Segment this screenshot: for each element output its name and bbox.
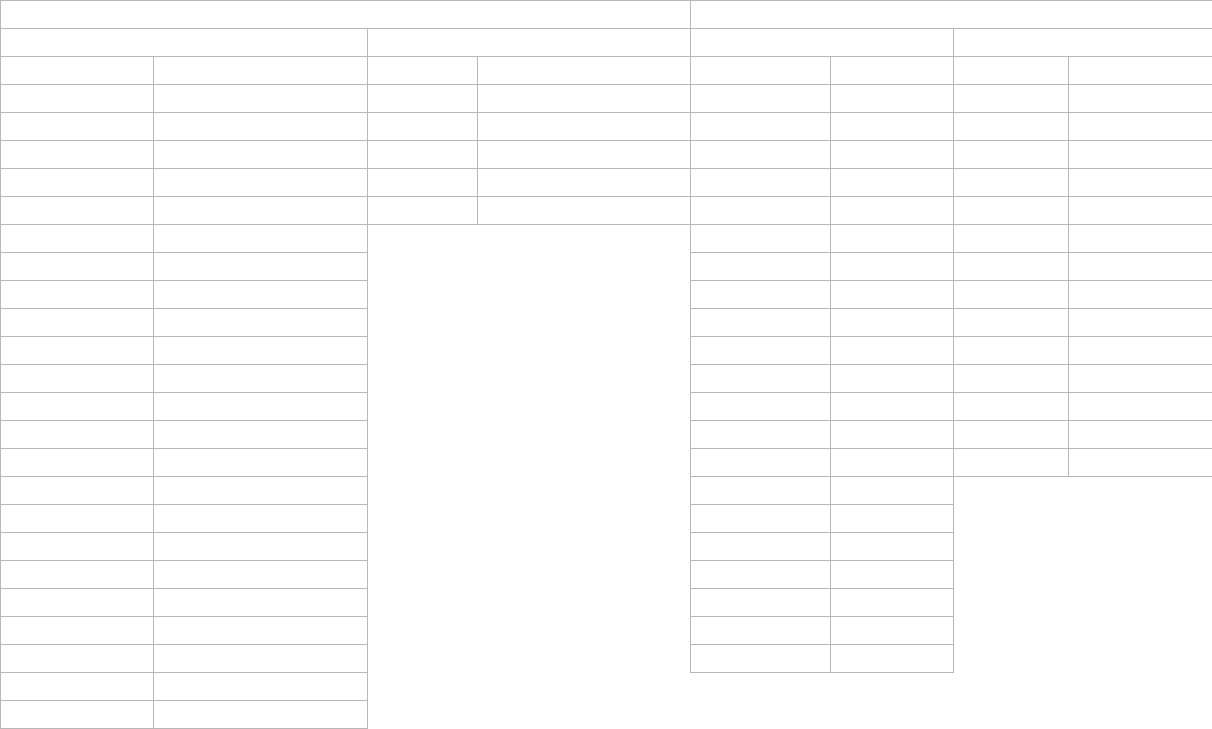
departure-time-wd-taian — [154, 477, 368, 505]
station-name-we-taian — [691, 421, 831, 449]
departure-time-wd-taian — [154, 393, 368, 421]
empty-cell — [368, 561, 478, 589]
departure-time-we-taian — [831, 477, 954, 505]
departure-time-wd-xilihu — [478, 197, 691, 225]
empty-cell — [478, 281, 691, 309]
station-name-we-taian — [691, 477, 831, 505]
station-name-wd-xilihu — [368, 141, 478, 169]
departure-time-wd-taian — [154, 57, 368, 85]
empty-cell — [478, 645, 691, 673]
empty-cell — [1, 701, 154, 729]
station-name-we-taian — [691, 197, 831, 225]
station-name-wd-taian — [1, 533, 154, 561]
departure-time-we-taian — [831, 617, 954, 645]
station-name-we-xilihu — [954, 113, 1069, 141]
departure-time-wd-taian — [154, 365, 368, 393]
empty-cell — [368, 533, 478, 561]
table-row — [1, 113, 1212, 141]
table-row — [1, 309, 1212, 337]
departure-time-we-taian — [831, 85, 954, 113]
empty-cell — [478, 365, 691, 393]
departure-time-wd-taian — [154, 225, 368, 253]
empty-cell — [368, 337, 478, 365]
departure-time-wd-xilihu — [478, 57, 691, 85]
departure-time-we-xilihu — [1069, 281, 1212, 309]
empty-cell — [368, 449, 478, 477]
empty-cell — [478, 505, 691, 533]
station-name-wd-xilihu — [368, 85, 478, 113]
empty-cell — [478, 337, 691, 365]
departure-time-we-taian — [831, 533, 954, 561]
departure-time-we-taian — [831, 253, 954, 281]
departure-time-we-taian — [831, 365, 954, 393]
empty-cell — [831, 701, 954, 729]
departure-time-we-taian — [831, 309, 954, 337]
station-name-we-taian — [691, 141, 831, 169]
table-row — [1, 533, 1212, 561]
empty-cell — [154, 617, 368, 645]
station-name-wd-taian — [1, 169, 154, 197]
table-row — [1, 365, 1212, 393]
departure-time-wd-taian — [154, 561, 368, 589]
departure-time-we-taian — [831, 589, 954, 617]
direction-heading-weekday-xilihu — [368, 29, 691, 57]
station-name-we-taian — [691, 365, 831, 393]
station-name-we-xilihu — [954, 365, 1069, 393]
empty-cell — [478, 589, 691, 617]
station-name-we-xilihu — [954, 57, 1069, 85]
station-name-we-taian — [691, 337, 831, 365]
station-name-wd-taian — [1, 561, 154, 589]
departure-time-we-taian — [831, 645, 954, 673]
station-name-wd-taian — [1, 281, 154, 309]
departure-time-we-taian — [831, 225, 954, 253]
departure-time-we-xilihu — [1069, 141, 1212, 169]
table-row — [1, 449, 1212, 477]
empty-cell — [478, 253, 691, 281]
departure-time-wd-taian — [154, 309, 368, 337]
station-name-wd-taian — [1, 85, 154, 113]
section-title-weekday — [1, 1, 691, 29]
station-name-wd-xilihu — [368, 197, 478, 225]
empty-cell — [691, 673, 831, 701]
direction-header-row — [1, 29, 1212, 57]
empty-cell — [1069, 477, 1212, 505]
table-row — [1, 505, 1212, 533]
station-name-we-taian — [691, 309, 831, 337]
station-name-wd-xilihu — [368, 113, 478, 141]
station-name-we-taian — [691, 589, 831, 617]
title-row — [1, 1, 1212, 29]
station-name-we-xilihu — [954, 253, 1069, 281]
departure-time-we-taian — [831, 449, 954, 477]
empty-cell — [154, 645, 368, 673]
departure-time-we-taian — [831, 281, 954, 309]
direction-heading-weekend-xilihu — [954, 29, 1212, 57]
departure-time-wd-taian — [154, 421, 368, 449]
station-name-wd-taian — [1, 113, 154, 141]
empty-cell — [954, 645, 1069, 673]
station-name-we-xilihu — [954, 169, 1069, 197]
station-name-wd-taian — [1, 421, 154, 449]
empty-cell — [478, 533, 691, 561]
empty-cell — [368, 225, 478, 253]
empty-cell — [478, 225, 691, 253]
station-name-wd-taian — [1, 225, 154, 253]
table-row — [1, 281, 1212, 309]
empty-cell — [368, 701, 478, 729]
station-name-we-taian — [691, 505, 831, 533]
departure-time-we-taian — [831, 113, 954, 141]
empty-cell — [691, 701, 831, 729]
table-row — [1, 225, 1212, 253]
departure-time-we-taian — [831, 141, 954, 169]
empty-cell — [478, 701, 691, 729]
table-row — [1, 197, 1212, 225]
empty-cell — [368, 645, 478, 673]
empty-cell — [368, 421, 478, 449]
station-name-we-xilihu — [954, 197, 1069, 225]
empty-cell — [368, 365, 478, 393]
empty-cell — [1069, 617, 1212, 645]
station-name-wd-taian — [1, 309, 154, 337]
empty-cell — [368, 589, 478, 617]
empty-cell — [954, 673, 1069, 701]
departure-time-wd-taian — [154, 449, 368, 477]
empty-cell — [478, 561, 691, 589]
empty-cell — [1069, 533, 1212, 561]
station-name-we-taian — [691, 393, 831, 421]
empty-cell — [954, 477, 1069, 505]
empty-cell — [478, 617, 691, 645]
station-name-we-taian — [691, 169, 831, 197]
direction-heading-weekday-taian — [1, 29, 368, 57]
station-name-we-taian — [691, 645, 831, 673]
departure-time-we-taian — [831, 197, 954, 225]
table-row — [1, 141, 1212, 169]
table-row — [1, 645, 1212, 673]
station-name-we-taian — [691, 113, 831, 141]
empty-cell — [1069, 589, 1212, 617]
empty-cell — [478, 449, 691, 477]
departure-time-we-xilihu — [1069, 393, 1212, 421]
empty-cell — [1069, 505, 1212, 533]
departure-time-wd-taian — [154, 141, 368, 169]
empty-cell — [154, 701, 368, 729]
station-name-we-taian — [691, 57, 831, 85]
empty-cell — [1069, 673, 1212, 701]
station-name-we-taian — [691, 253, 831, 281]
departure-time-we-taian — [831, 337, 954, 365]
station-name-we-xilihu — [954, 141, 1069, 169]
empty-cell — [954, 505, 1069, 533]
station-name-wd-taian — [1, 197, 154, 225]
departure-time-wd-taian — [154, 197, 368, 225]
departure-time-wd-taian — [154, 505, 368, 533]
station-name-wd-taian — [1, 477, 154, 505]
departure-time-we-taian — [831, 393, 954, 421]
table-row — [1, 337, 1212, 365]
departure-time-wd-taian — [154, 113, 368, 141]
departure-time-we-taian — [831, 421, 954, 449]
empty-cell — [1069, 561, 1212, 589]
station-name-we-taian — [691, 449, 831, 477]
station-name-we-taian — [691, 85, 831, 113]
empty-cell — [954, 701, 1069, 729]
departure-time-wd-taian — [154, 533, 368, 561]
empty-cell — [368, 253, 478, 281]
empty-cell — [368, 477, 478, 505]
station-name-we-xilihu — [954, 449, 1069, 477]
station-name-wd-taian — [1, 505, 154, 533]
station-name-we-xilihu — [954, 309, 1069, 337]
station-name-wd-taian — [1, 365, 154, 393]
empty-cell — [1, 589, 154, 617]
direction-heading-weekend-taian — [691, 29, 954, 57]
empty-cell — [154, 589, 368, 617]
empty-cell — [368, 505, 478, 533]
empty-cell — [1, 645, 154, 673]
empty-cell — [154, 673, 368, 701]
empty-cell — [478, 393, 691, 421]
departure-time-we-xilihu — [1069, 337, 1212, 365]
station-name-wd-taian — [1, 141, 154, 169]
departure-time-we-xilihu — [1069, 309, 1212, 337]
station-name-we-taian — [691, 617, 831, 645]
station-name-we-taian — [691, 225, 831, 253]
table-row — [1, 393, 1212, 421]
departure-time-we-xilihu — [1069, 421, 1212, 449]
section-title-weekend — [691, 1, 1212, 29]
departure-time-we-taian — [831, 57, 954, 85]
station-name-wd-taian — [1, 253, 154, 281]
table-row — [1, 169, 1212, 197]
station-name-we-xilihu — [954, 393, 1069, 421]
table-row — [1, 85, 1212, 113]
table-row — [1, 477, 1212, 505]
station-name-we-taian — [691, 561, 831, 589]
station-name-wd-xilihu — [368, 169, 478, 197]
empty-cell — [1069, 645, 1212, 673]
table-row — [1, 561, 1212, 589]
table-row — [1, 57, 1212, 85]
station-name-we-xilihu — [954, 225, 1069, 253]
station-name-we-taian — [691, 281, 831, 309]
station-name-we-xilihu — [954, 85, 1069, 113]
empty-cell — [954, 561, 1069, 589]
empty-cell — [478, 421, 691, 449]
departure-time-we-xilihu — [1069, 225, 1212, 253]
empty-cell — [478, 309, 691, 337]
station-name-we-taian — [691, 533, 831, 561]
departure-time-we-taian — [831, 505, 954, 533]
departure-time-we-xilihu — [1069, 365, 1212, 393]
table-row — [1, 589, 1212, 617]
empty-cell — [478, 477, 691, 505]
departure-time-wd-taian — [154, 169, 368, 197]
departure-time-wd-taian — [154, 337, 368, 365]
departure-time-wd-xilihu — [478, 85, 691, 113]
empty-cell — [368, 309, 478, 337]
table-row — [1, 701, 1212, 729]
station-name-wd-taian — [1, 449, 154, 477]
station-name-wd-xilihu — [368, 57, 478, 85]
departure-time-we-taian — [831, 169, 954, 197]
empty-cell — [368, 393, 478, 421]
empty-cell — [1, 617, 154, 645]
table-row — [1, 253, 1212, 281]
empty-cell — [954, 617, 1069, 645]
empty-cell — [368, 617, 478, 645]
station-name-we-xilihu — [954, 281, 1069, 309]
station-name-wd-taian — [1, 337, 154, 365]
station-name-wd-taian — [1, 393, 154, 421]
empty-cell — [831, 673, 954, 701]
departure-time-we-xilihu — [1069, 253, 1212, 281]
table-row — [1, 673, 1212, 701]
departure-time-we-xilihu — [1069, 169, 1212, 197]
empty-cell — [954, 589, 1069, 617]
empty-cell — [954, 533, 1069, 561]
empty-cell — [1, 673, 154, 701]
empty-cell — [1069, 701, 1212, 729]
empty-cell — [368, 673, 478, 701]
empty-cell — [368, 281, 478, 309]
departure-time-wd-taian — [154, 253, 368, 281]
departure-time-we-xilihu — [1069, 57, 1212, 85]
departure-time-we-xilihu — [1069, 85, 1212, 113]
table-row — [1, 421, 1212, 449]
table-row — [1, 617, 1212, 645]
departure-time-we-taian — [831, 561, 954, 589]
departure-time-we-xilihu — [1069, 113, 1212, 141]
empty-cell — [478, 673, 691, 701]
station-name-wd-taian — [1, 57, 154, 85]
station-name-we-xilihu — [954, 337, 1069, 365]
departure-time-wd-xilihu — [478, 169, 691, 197]
departure-time-wd-taian — [154, 85, 368, 113]
departure-time-we-xilihu — [1069, 197, 1212, 225]
station-name-we-xilihu — [954, 421, 1069, 449]
departure-time-we-xilihu — [1069, 449, 1212, 477]
departure-time-wd-taian — [154, 281, 368, 309]
departure-time-wd-xilihu — [478, 113, 691, 141]
departure-time-wd-xilihu — [478, 141, 691, 169]
